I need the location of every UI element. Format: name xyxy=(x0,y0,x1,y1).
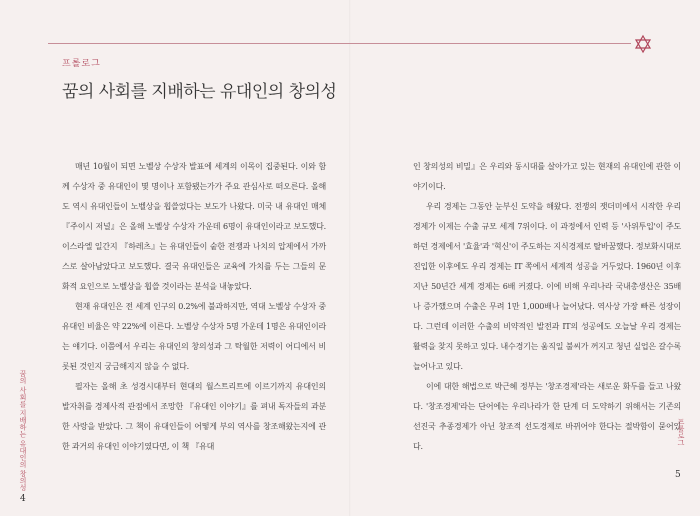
star-of-david-icon xyxy=(633,34,653,54)
right-page-body xyxy=(413,157,681,457)
paragraph: 현재 유대인은 전 세계 인구의 0.2%에 불과하지만, 역대 노벨상 수상자 중 유대인 비율은 약 22%에 이른다. 노벨상 수상자 5명 가운데 1명은 유대인이라는 얘기다. 이쯤에서 우리는 유대인의 창의성과 그 탁월한 저력이 어디에서 비롯된 것인지 궁금해지지 않을 수 없다. xyxy=(62,302,326,371)
paragraph: 매년 10월이 되면 노벨상 수상자 발표에 세계의 이목이 집중된다. 이와 함께 수상자 중 유대인이 몇 명이나 포함됐는가가 주요 관심사로 떠오른다. 올해도 역시 유대인들이 노벨상을 휩쓸었다는 보도가 나왔다. 미국 내 유대인 매체 『주이시 저널』은 올해 노벨상 수상자 가운데 6명이 유대인이라고 보도했다. 이스라엘 일간지 『하레츠』는 유대인들이 숱한 전쟁과 나치의 압제에서 가까스로 살아남았다고 보도했다. 결국 유대인들은 교육에 가치를 두는 그들의 문화적 요인으로 노벨상을 휩쓸 것이라는 분석을 내놓았다. xyxy=(62,162,326,291)
page-number-left: 4 xyxy=(20,494,26,504)
chapter-title: 꿈의 사회를 지배하는 유대인의 창의성 xyxy=(62,82,337,103)
paragraph: 우리 경제는 그동안 눈부신 도약을 해왔다. 전쟁의 잿더미에서 시작한 우리 경제가 이제는 수출 규모 세계 7위이다. 이 과정에서 인력 등 '사위투입'이 주도하던 경제에서 '효율'과 '혁신'이 주도하는 지식경제로 탈바꿈했다. 정보화시대로 진입한 이후에도 우리 경제는 IT 쪽에서 세계적 성공을 거두었다. 1960년 이후 지난 50년간 세계 경제는 6배 커졌다. 이에 비해 우리나라 국내총생산은 35배나 증가했으며 수출은 무려 1만 1,000배나 늘어났다. 역사상 가장 빠른 성장이다. 그런데 이러한 수출의 비약적인 발전과 IT의 성공에도 오늘날 우리 경제는 활력을 찾지 못하고 있다. 내수경기는 움직일 불씨가 꺼지고 청년 실업은 갈수록 늘어나고 있다. xyxy=(413,202,681,371)
page-number-right: 5 xyxy=(675,470,681,480)
running-head-left: 꿈의 사회를 지배하는 유대인의 창의성 xyxy=(19,370,27,491)
header-rule xyxy=(48,43,631,44)
paragraph: 인 창의성의 비밀』은 우리와 동시대를 살아가고 있는 현재의 유대인에 관한 이야기이다. xyxy=(413,162,681,191)
running-head-right: 프롤로그 xyxy=(677,418,685,446)
gutter-shadow xyxy=(349,0,351,516)
paragraph: 이에 대한 해법으로 박근혜 정부는 '창조경제'라는 새로운 화두를 들고 나왔다. '창조경제'라는 단어에는 우리나라가 한 단계 더 도약하기 위해서는 기존의 선진국 추종경제가 아닌 창조적 선도경제로 바뀌어야 한다는 절박함이 묻어있다. xyxy=(413,382,681,451)
paragraph: 필자는 올해 초 성경시대부터 현대의 월스트리트에 이르기까지 유대인의 발자취를 경제사적 관점에서 조망한 『유대인 이야기』를 펴내 독자들의 과분한 사랑을 받았다. 그 책이 유대인들이 어떻게 부의 역사를 창조해왔는지에 관한 과거의 유대인 이야기였다면, 이 책 『유대 xyxy=(62,382,326,451)
section-label: 프롤로그 xyxy=(62,59,101,69)
left-page-body xyxy=(62,157,326,457)
